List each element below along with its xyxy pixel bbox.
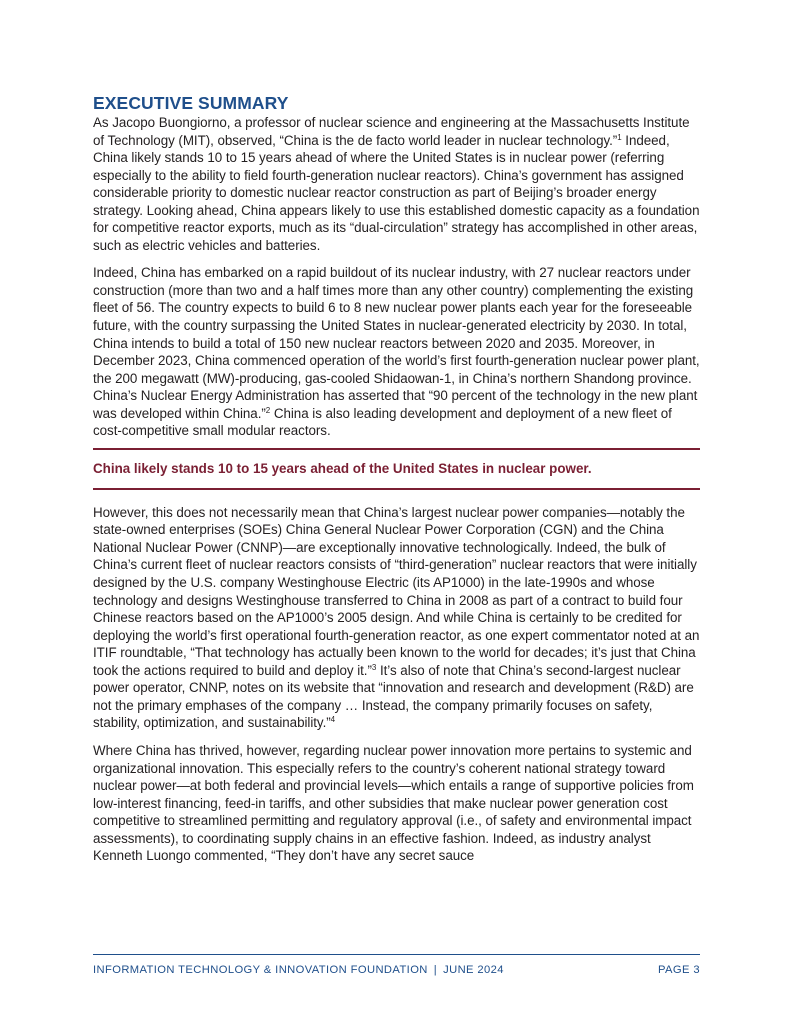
paragraph-text: It’s also of note that China’s second-largest nuclear power operator, CNNP, notes on its website that “innovation and research and development (R&D) are not the primary emphases of the company … Instead, the company primarily focuses on safety, stability, optimization, and sustainability.” bbox=[93, 662, 694, 731]
footer-organization: INFORMATION TECHNOLOGY & INNOVATION FOUNDATION bbox=[93, 964, 428, 976]
paragraph-text: As Jacopo Buongiorno, a professor of nuclear science and engineering at the Massachusetts Institute of Technology (MIT), observed, “China is the de facto world leader in nuclear technology.” bbox=[93, 115, 690, 148]
page-content bbox=[93, 93, 700, 865]
paragraph-text: However, this does not necessarily mean that China’s largest nuclear power companies—notably the state-owned enterprises (SOEs) China General Nuclear Power Corporation (CGN) and the China National Nuclear Power (CNNP)—are exceptionally innovative technologically. Indeed, the bulk of China’s current fleet of nuclear reactors consists of “third-generation” nuclear reactors that were initially designed by the U.S. company Westinghouse Electric (its AP1000) in the late-1990s and whose technology and designs Westinghouse transferred to China in 2008 as part of a contract to build four Chinese reactors based on the AP1000’s 2005 design. And while China is certainly to be credited for deploying the world’s first operational fourth-generation reactor, as one expert commentator noted at an ITIF roundtable, “That technology has actually been known to the world for decades; it’s just that China took the actions required to build and deploy it.” bbox=[93, 504, 700, 678]
footer-date: JUNE 2024 bbox=[443, 964, 504, 976]
paragraph-4 bbox=[93, 742, 700, 865]
pull-quote: China likely stands 10 to 15 years ahead of the United States in nuclear power. bbox=[93, 448, 700, 490]
footer-separator: | bbox=[433, 964, 438, 976]
paragraph-text: Where China has thrived, however, regarding nuclear power innovation more pertains to systemic and organizational innovation. This especially refers to the country’s coherent national strategy toward nuclear power—at both federal and provincial levels—which entails a range of supportive policies from low-interest financing, feed-in tariffs, and other subsidies that make nuclear power generation cost competitive to streamlined permitting and regulatory approval (i.e., of safety and environmental impact assessments), to coordinating supply chains in an effective fashion. Indeed, as industry analyst Kenneth Luongo commented, “They don’t have any secret sauce bbox=[93, 742, 694, 864]
page-number: PAGE 3 bbox=[658, 964, 700, 976]
paragraph-2 bbox=[93, 264, 700, 439]
paragraph-text: Indeed, China has embarked on a rapid buildout of its nuclear industry, with 27 nuclear reactors under construction (more than two and a half times more than any other country) complementing the existing fleet of 56. The country expects to build 6 to 8 new nuclear power plants each year for the foreseeable future, with the country surpassing the United States in nuclear-generated electricity by 2030. In total, China intends to build a total of 150 new nuclear reactors between 2020 and 2035. Moreover, in December 2023, China commenced operation of the world’s first fourth-generation nuclear power plant, the 200 megawatt (MW)-producing, gas-cooled Shidaowan-1, in China’s northern Shandong province. China’s Nuclear Energy Administration has asserted that “90 percent of the technology in the new plant was developed within China.” bbox=[93, 265, 700, 421]
paragraph-text: Indeed, China likely stands 10 to 15 years ahead of where the United States is in nuclear power (referring especially to the ability to field fourth-generation nuclear reactors). China’s government has assigned considerable priority to domestic nuclear reactor construction as part of Beijing’s broader energy strategy. Looking ahead, China appears likely to use this established domestic capacity as a foundation for competitive reactor exports, much as its “dual-circulation” strategy has accomplished in other areas, such as electric vehicles and batteries. bbox=[93, 132, 700, 253]
page-footer bbox=[93, 954, 700, 976]
footnote-ref-3[interactable]: 3 bbox=[371, 662, 377, 672]
footnote-ref-2[interactable]: 2 bbox=[265, 405, 271, 415]
paragraph-text: China is also leading development and deployment of a new fleet of cost-competitive small modular reactors. bbox=[93, 405, 672, 439]
footer-left bbox=[93, 964, 504, 976]
paragraph-1 bbox=[93, 114, 700, 254]
section-heading: EXECUTIVE SUMMARY bbox=[93, 93, 289, 113]
footnote-ref-4[interactable]: 4 bbox=[330, 715, 336, 725]
footnote-ref-1[interactable]: 1 bbox=[617, 132, 622, 142]
paragraph-3 bbox=[93, 504, 700, 732]
